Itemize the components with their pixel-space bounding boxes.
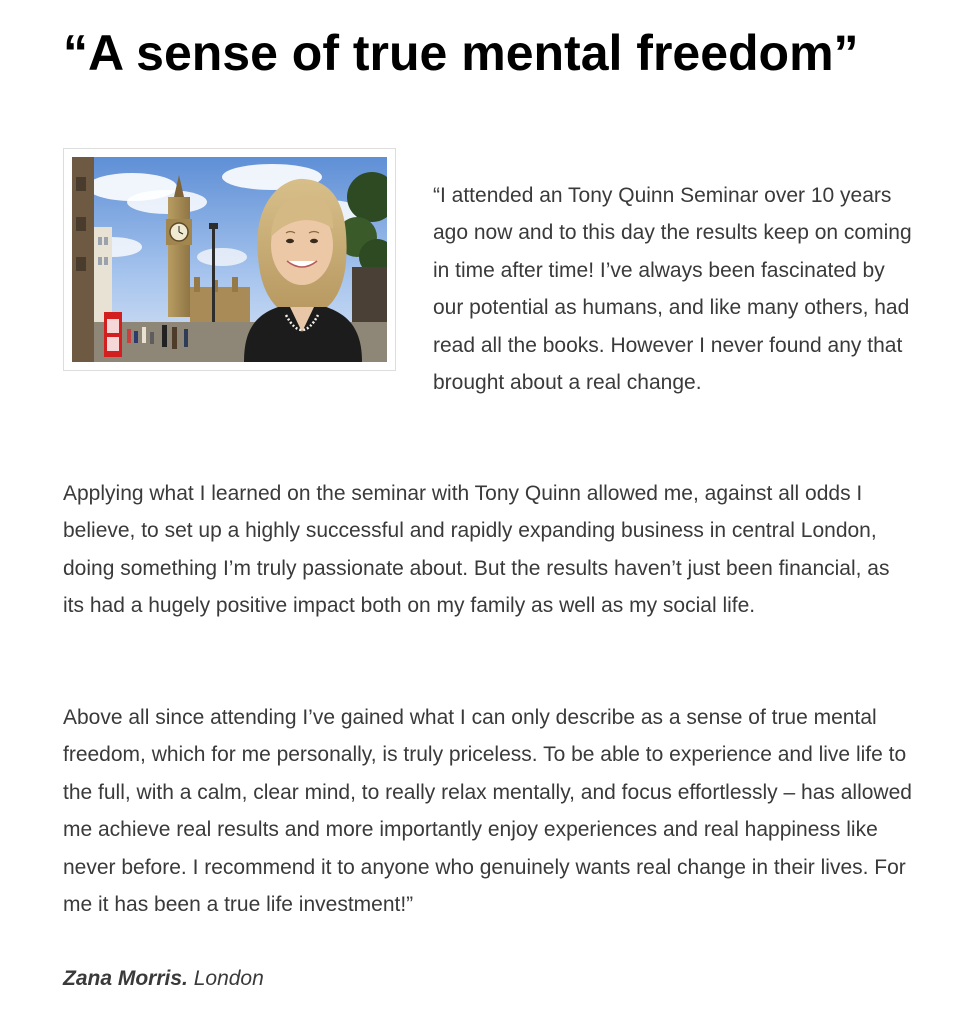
testimonial-paragraph-3: Above all since attending I’ve gained what I can only describe as a sense of true mental freedom, which for me personally, is truly priceless. To be able to experience and live life to the full, with a calm, clear mind, to really relax mentally, and focus effortlessly – has allowed me achieve real results and more importantly enjoy experiences and real happiness like never before. I recommend it to anyone who genuinely wants real change in their lives. For me it has been a true life investment!”: [63, 706, 912, 917]
author-location: London: [193, 967, 264, 990]
testimonial-paragraph-1: “I attended an Tony Quinn Seminar over 10 years ago now and to this day the results keep on coming in time after time! I’ve always been fascinated by our potential as humans, and like many others, had read all the books. However I never found any that brought about a real change.: [433, 184, 912, 395]
testimonial-photo: [63, 148, 396, 371]
testimonial-attribution: [63, 960, 264, 997]
portrait-image: [72, 157, 387, 362]
testimonial-paragraph-2: Applying what I learned on the seminar with Tony Quinn allowed me, against all odds I believe, to set up a highly successful and rapidly expanding business in central London, doing something I’m truly passionate about. But the results haven’t just been financial, as its had a hugely positive impact both on my family as well as my social life.: [63, 482, 890, 618]
page-title: “A sense of true mental freedom”: [63, 25, 859, 81]
author-name: Zana Morris.: [63, 967, 188, 990]
